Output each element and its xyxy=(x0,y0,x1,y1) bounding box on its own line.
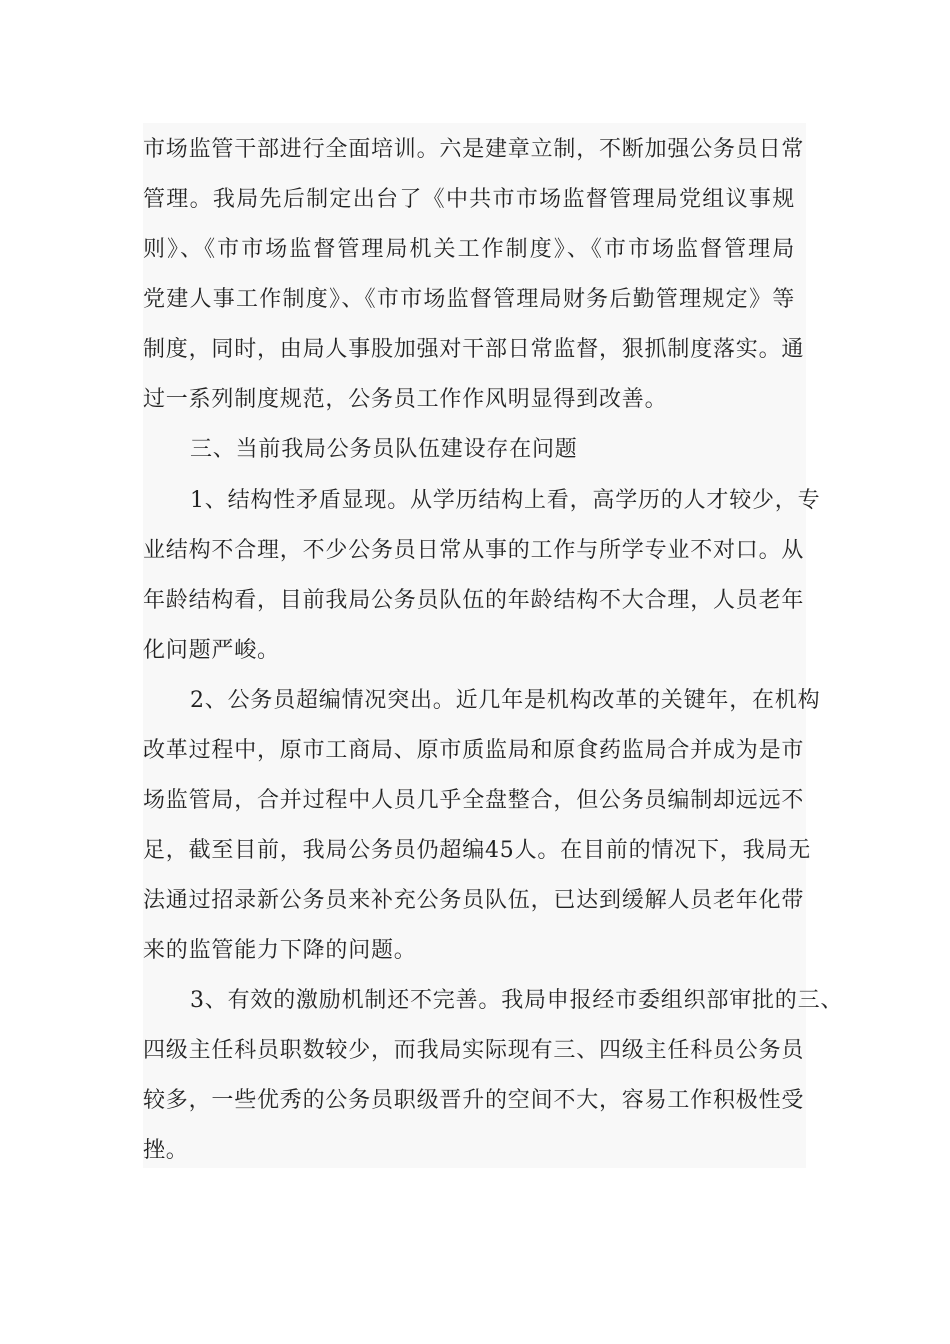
text-line: 化问题严峻。 xyxy=(143,638,280,663)
text-line: 市场监管干部进行全面培训。六是建章立制，不断加强公务员日常 xyxy=(143,137,805,162)
text-line: 年龄结构看，目前我局公务员队伍的年龄结构不大合理，人员老年 xyxy=(143,588,805,613)
text-line: 制度，同时，由局人事股加强对干部日常监督，狠抓制度落实。通 xyxy=(143,337,805,362)
text-line: 较多，一些优秀的公务员职级晋升的空间不大，容易工作积极性受 xyxy=(143,1088,805,1113)
text-line: 来的监管能力下降的问题。 xyxy=(143,938,417,963)
paragraph-first-line: 1、结构性矛盾显现。从学历结构上看，高学历的人才较少，专 xyxy=(190,488,821,513)
text-line: 改革过程中，原市工商局、原市质监局和原食药监局合并成为是市 xyxy=(143,738,805,763)
paragraph-first-line: 2、公务员超编情况突出。近几年是机构改革的关键年，在机构 xyxy=(190,688,821,713)
section-heading: 三、当前我局公务员队伍建设存在问题 xyxy=(190,437,578,462)
text-line: 党建人事工作制度》、《市市场监督管理局财务后勤管理规定》等 xyxy=(143,287,795,312)
text-line: 则》、《市市场监督管理局机关工作制度》、《市市场监督管理局 xyxy=(143,237,795,262)
text-line: 场监管局，合并过程中人员几乎全盘整合，但公务员编制却远远不 xyxy=(143,788,805,813)
text-line: 法通过招录新公务员来补充公务员队伍，已达到缓解人员老年化带 xyxy=(143,888,805,913)
text-line: 管理。我局先后制定出台了《中共市市场监督管理局党组议事规 xyxy=(143,187,795,212)
text-line: 挫。 xyxy=(143,1138,189,1163)
text-line: 足，截至目前，我局公务员仍超编45人。在目前的情况下，我局无 xyxy=(143,838,811,863)
text-line: 四级主任科员职数较少，而我局实际现有三、四级主任科员公务员 xyxy=(143,1038,805,1063)
text-line: 过一系列制度规范，公务员工作作风明显得到改善。 xyxy=(143,387,668,412)
paragraph-first-line: 3、有效的激励机制还不完善。我局申报经市委组织部审批的三、 xyxy=(190,988,844,1013)
text-line: 业结构不合理，不少公务员日常从事的工作与所学专业不对口。从 xyxy=(143,538,805,563)
